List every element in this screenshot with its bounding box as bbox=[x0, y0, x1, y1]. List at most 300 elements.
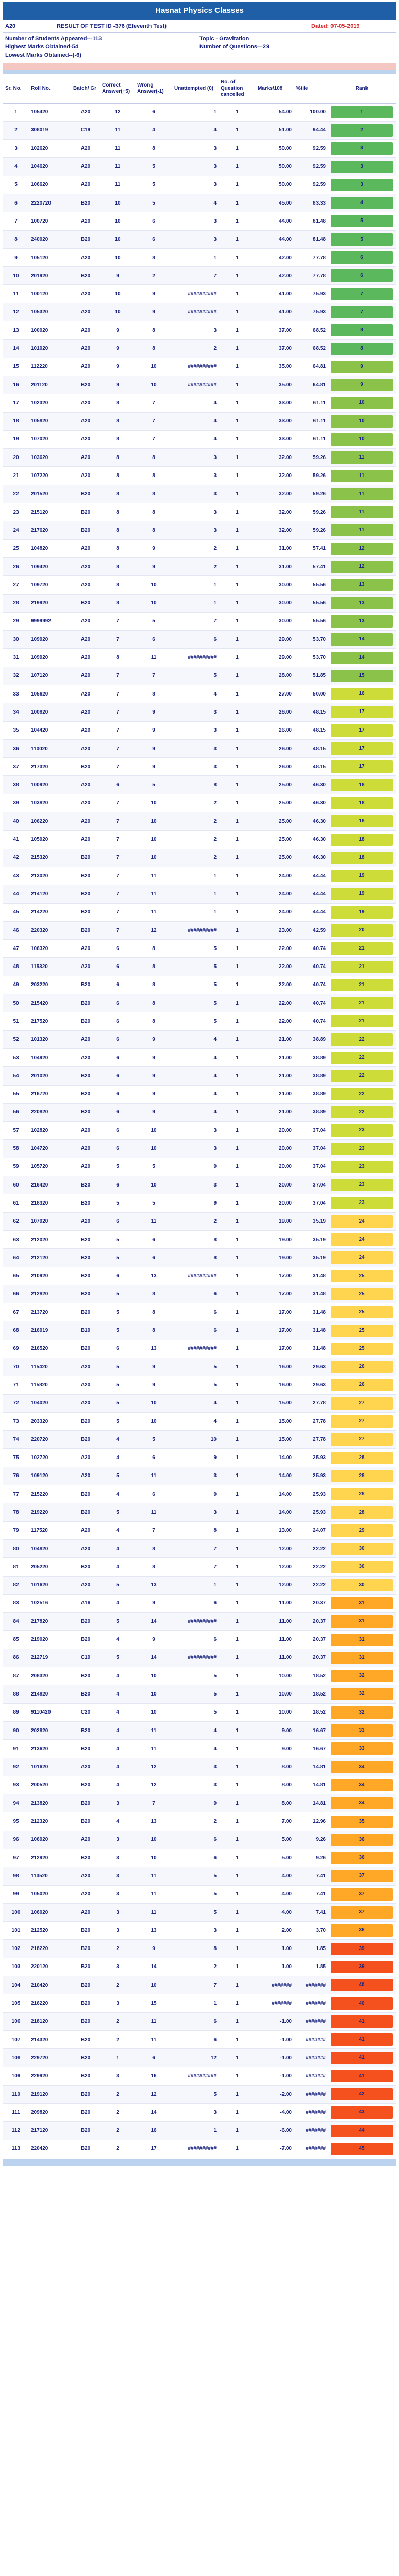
wrong-cell: 10 bbox=[135, 1176, 172, 1194]
percentile-cell: 51.85 bbox=[294, 667, 328, 685]
batch-cell: C19 bbox=[71, 121, 100, 139]
correct-cell: 5 bbox=[100, 1576, 135, 1594]
unattempted-cell: 3 bbox=[172, 321, 219, 340]
rank-cell bbox=[328, 1812, 396, 1831]
roll-no-cell: 105820 bbox=[29, 412, 71, 430]
table-row bbox=[3, 1431, 396, 1449]
correct-cell: 5 bbox=[100, 1158, 135, 1176]
correct-cell: 7 bbox=[100, 685, 135, 703]
marks-cell: 41.00 bbox=[256, 303, 294, 321]
unattempted-cell: 3 bbox=[172, 1176, 219, 1194]
cancelled-cell: 1 bbox=[219, 103, 256, 121]
wrong-cell: 6 bbox=[135, 2049, 172, 2067]
unattempted-cell: 2 bbox=[172, 831, 219, 849]
cancelled-cell: 1 bbox=[219, 121, 256, 139]
correct-cell: 6 bbox=[100, 994, 135, 1012]
unattempted-cell: 5 bbox=[172, 1376, 219, 1394]
percentile-cell: 35.19 bbox=[294, 1230, 328, 1248]
rank-badge: 22 bbox=[331, 1033, 393, 1046]
correct-cell: 2 bbox=[100, 2030, 135, 2048]
correct-cell: 5 bbox=[100, 1285, 135, 1303]
marks-cell: 22.00 bbox=[256, 1012, 294, 1030]
sr-no-cell: 81 bbox=[3, 1558, 29, 1576]
col-marks: Marks/108 bbox=[256, 74, 294, 103]
roll-no-cell: 105120 bbox=[29, 248, 71, 266]
rank-badge: 21 bbox=[331, 979, 393, 991]
table-row bbox=[3, 903, 396, 921]
cancelled-cell: 1 bbox=[219, 1467, 256, 1485]
percentile-cell: 37.04 bbox=[294, 1176, 328, 1194]
marks-cell: 9.00 bbox=[256, 1740, 294, 1758]
cancelled-cell: 1 bbox=[219, 903, 256, 921]
rank-cell bbox=[328, 1412, 396, 1430]
percentile-cell: 59.26 bbox=[294, 449, 328, 467]
marks-cell: 44.00 bbox=[256, 230, 294, 248]
rank-badge: 45 bbox=[331, 2143, 393, 2155]
rank-cell bbox=[328, 467, 396, 485]
table-row bbox=[3, 248, 396, 266]
batch-cell: A20 bbox=[71, 430, 100, 448]
table-row bbox=[3, 176, 396, 194]
marks-cell: 20.00 bbox=[256, 1140, 294, 1158]
sr-no-cell: 85 bbox=[3, 1631, 29, 1649]
wrong-cell: 8 bbox=[135, 248, 172, 266]
marks-cell: 11.00 bbox=[256, 1594, 294, 1612]
rank-cell bbox=[328, 2012, 396, 2030]
marks-cell: 32.00 bbox=[256, 449, 294, 467]
wrong-cell: 5 bbox=[135, 158, 172, 176]
rank-badge: 31 bbox=[331, 1597, 393, 1609]
wrong-cell: 9 bbox=[135, 303, 172, 321]
wrong-cell: 10 bbox=[135, 1394, 172, 1412]
roll-no-cell: 115820 bbox=[29, 1376, 71, 1394]
correct-cell: 11 bbox=[100, 121, 135, 139]
marks-cell: 50.00 bbox=[256, 140, 294, 158]
roll-no-cell: 212920 bbox=[29, 1849, 71, 1867]
marks-cell: 2.00 bbox=[256, 1922, 294, 1940]
wrong-cell: 12 bbox=[135, 1776, 172, 1794]
rank-cell bbox=[328, 1758, 396, 1776]
rank-cell bbox=[328, 1703, 396, 1721]
marks-cell: 19.00 bbox=[256, 1249, 294, 1267]
wrong-cell: 12 bbox=[135, 2085, 172, 2103]
cancelled-cell: 1 bbox=[219, 594, 256, 612]
percentile-cell: 44.44 bbox=[294, 867, 328, 885]
marks-cell: 26.00 bbox=[256, 758, 294, 776]
batch-cell: B20 bbox=[71, 2140, 100, 2158]
table-row bbox=[3, 1631, 396, 1649]
correct-cell: 7 bbox=[100, 849, 135, 867]
marks-cell: 15.00 bbox=[256, 1431, 294, 1449]
rank-badge: 1 bbox=[331, 106, 393, 118]
cancelled-cell: 1 bbox=[219, 1539, 256, 1557]
wrong-cell: 10 bbox=[135, 1976, 172, 1994]
rank-badge: 7 bbox=[331, 306, 393, 318]
wrong-cell: 10 bbox=[135, 849, 172, 867]
marks-cell: 37.00 bbox=[256, 340, 294, 358]
cancelled-cell: 1 bbox=[219, 1685, 256, 1703]
rank-badge: 10 bbox=[331, 433, 393, 446]
rank-badge: 2 bbox=[331, 124, 393, 137]
sr-no-cell: 47 bbox=[3, 940, 29, 958]
table-row bbox=[3, 1103, 396, 1121]
wrong-cell: 7 bbox=[135, 394, 172, 412]
percentile-cell: 24.07 bbox=[294, 1521, 328, 1539]
sr-no-cell: 19 bbox=[3, 430, 29, 448]
sr-no-cell: 15 bbox=[3, 358, 29, 376]
marks-cell: 42.00 bbox=[256, 248, 294, 266]
roll-no-cell: 217120 bbox=[29, 2122, 71, 2140]
roll-no-cell: 102620 bbox=[29, 140, 71, 158]
unattempted-cell: 3 bbox=[172, 1122, 219, 1140]
percentile-cell: 7.41 bbox=[294, 1867, 328, 1885]
percentile-cell: 3.70 bbox=[294, 1922, 328, 1940]
rank-cell bbox=[328, 1212, 396, 1230]
roll-no-cell: 100020 bbox=[29, 321, 71, 340]
rank-badge: 13 bbox=[331, 615, 393, 628]
cancelled-cell: 1 bbox=[219, 576, 256, 594]
batch-cell: A20 bbox=[71, 1394, 100, 1412]
sr-no-cell: 96 bbox=[3, 1831, 29, 1849]
unattempted-cell: 4 bbox=[172, 685, 219, 703]
wrong-cell: 12 bbox=[135, 1758, 172, 1776]
batch-cell: B20 bbox=[71, 2122, 100, 2140]
percentile-cell: 94.44 bbox=[294, 121, 328, 139]
percentile-cell: 48.15 bbox=[294, 758, 328, 776]
table-row bbox=[3, 649, 396, 667]
rank-badge: 9 bbox=[331, 379, 393, 391]
unattempted-cell: 4 bbox=[172, 394, 219, 412]
roll-no-cell: 101620 bbox=[29, 1758, 71, 1776]
cancelled-cell: 1 bbox=[219, 976, 256, 994]
rank-cell bbox=[328, 2085, 396, 2103]
unattempted-cell: 4 bbox=[172, 1103, 219, 1121]
wrong-cell: 9 bbox=[135, 1067, 172, 1085]
roll-no-cell: 2220720 bbox=[29, 194, 71, 212]
cancelled-cell: 1 bbox=[219, 1212, 256, 1230]
batch-cell: B20 bbox=[71, 758, 100, 776]
marks-cell: 4.00 bbox=[256, 1885, 294, 1903]
col-roll-no: Roll No. bbox=[29, 74, 71, 103]
cancelled-cell: 1 bbox=[219, 1303, 256, 1321]
correct-cell: 7 bbox=[100, 921, 135, 939]
batch-cell: A20 bbox=[71, 467, 100, 485]
table-row bbox=[3, 285, 396, 303]
cancelled-cell: 1 bbox=[219, 649, 256, 667]
table-row bbox=[3, 1503, 396, 1521]
batch-cell: B20 bbox=[71, 521, 100, 539]
unattempted-cell: 2 bbox=[172, 1812, 219, 1831]
roll-no-cell: 117520 bbox=[29, 1521, 71, 1539]
cancelled-cell: 1 bbox=[219, 1758, 256, 1776]
wrong-cell: 11 bbox=[135, 2012, 172, 2030]
roll-no-cell: 214220 bbox=[29, 903, 71, 921]
wrong-cell: 9 bbox=[135, 721, 172, 739]
sr-no-cell: 12 bbox=[3, 303, 29, 321]
percentile-cell: ####### bbox=[294, 2122, 328, 2140]
col-batch: Batch/ Gr bbox=[71, 74, 100, 103]
results-body bbox=[3, 103, 396, 2158]
rank-cell bbox=[328, 1576, 396, 1594]
rank-badge: 14 bbox=[331, 652, 393, 664]
sr-no-cell: 65 bbox=[3, 1267, 29, 1285]
correct-cell: 5 bbox=[100, 1249, 135, 1267]
table-row bbox=[3, 1831, 396, 1849]
sr-no-cell: 11 bbox=[3, 285, 29, 303]
unattempted-cell: 4 bbox=[172, 194, 219, 212]
roll-no-cell: 215320 bbox=[29, 849, 71, 867]
percentile-cell: 48.15 bbox=[294, 703, 328, 721]
sr-no-cell: 5 bbox=[3, 176, 29, 194]
batch-cell: A20 bbox=[71, 212, 100, 230]
cancelled-cell: 1 bbox=[219, 1067, 256, 1085]
cancelled-cell: 1 bbox=[219, 1140, 256, 1158]
cancelled-cell: 1 bbox=[219, 1776, 256, 1794]
sr-no-cell: 102 bbox=[3, 1940, 29, 1958]
roll-no-cell: 218220 bbox=[29, 1940, 71, 1958]
correct-cell: 5 bbox=[100, 1321, 135, 1340]
rank-badge: 31 bbox=[331, 1652, 393, 1664]
batch-cell: B20 bbox=[71, 1176, 100, 1194]
table-row bbox=[3, 976, 396, 994]
marks-cell: 20.00 bbox=[256, 1176, 294, 1194]
cancelled-cell: 1 bbox=[219, 539, 256, 557]
sr-no-cell: 16 bbox=[3, 376, 29, 394]
wrong-cell: 11 bbox=[135, 1721, 172, 1739]
sr-no-cell: 20 bbox=[3, 449, 29, 467]
rank-badge: 41 bbox=[331, 2052, 393, 2064]
correct-cell: 5 bbox=[100, 1503, 135, 1521]
wrong-cell: 9 bbox=[135, 1103, 172, 1121]
sr-no-cell: 67 bbox=[3, 1303, 29, 1321]
sr-no-cell: 77 bbox=[3, 1485, 29, 1503]
rank-cell bbox=[328, 394, 396, 412]
wrong-cell: 10 bbox=[135, 1140, 172, 1158]
marks-cell: 21.00 bbox=[256, 1103, 294, 1121]
marks-cell: 5.00 bbox=[256, 1831, 294, 1849]
marks-cell: 14.00 bbox=[256, 1503, 294, 1521]
rank-badge: 37 bbox=[331, 1870, 393, 1882]
cancelled-cell: 1 bbox=[219, 1594, 256, 1612]
wrong-cell: 9 bbox=[135, 539, 172, 557]
table-row bbox=[3, 1321, 396, 1340]
roll-no-cell: 101020 bbox=[29, 340, 71, 358]
unattempted-cell: 3 bbox=[172, 467, 219, 485]
marks-cell: ####### bbox=[256, 1994, 294, 2012]
batch-cell: B20 bbox=[71, 594, 100, 612]
percentile-cell: 38.89 bbox=[294, 1048, 328, 1066]
test-title: RESULT OF TEST ID -376 (Eleventh Test) bbox=[57, 23, 167, 29]
roll-no-cell: 107220 bbox=[29, 467, 71, 485]
rank-cell bbox=[328, 1721, 396, 1739]
roll-no-cell: 216220 bbox=[29, 1994, 71, 2012]
batch-cell: B20 bbox=[71, 1940, 100, 1958]
correct-cell: 4 bbox=[100, 1449, 135, 1467]
sr-no-cell: 6 bbox=[3, 194, 29, 212]
sr-no-cell: 35 bbox=[3, 721, 29, 739]
rank-badge: 27 bbox=[331, 1433, 393, 1446]
batch-cell: B20 bbox=[71, 1431, 100, 1449]
percentile-cell: 31.48 bbox=[294, 1321, 328, 1340]
table-row bbox=[3, 594, 396, 612]
sr-no-cell: 54 bbox=[3, 1067, 29, 1085]
unattempted-cell: 5 bbox=[172, 1703, 219, 1721]
sr-no-cell: 64 bbox=[3, 1249, 29, 1267]
percentile-cell: 7.41 bbox=[294, 1903, 328, 1921]
marks-cell: 1.00 bbox=[256, 1958, 294, 1976]
marks-cell: 14.00 bbox=[256, 1485, 294, 1503]
table-row bbox=[3, 1376, 396, 1394]
cancelled-cell: 1 bbox=[219, 2104, 256, 2122]
sr-no-cell: 79 bbox=[3, 1521, 29, 1539]
table-row bbox=[3, 994, 396, 1012]
batch-cell: B20 bbox=[71, 1503, 100, 1521]
percentile-cell: 22.22 bbox=[294, 1539, 328, 1557]
wrong-cell: 11 bbox=[135, 649, 172, 667]
percentile-cell: 53.70 bbox=[294, 631, 328, 649]
cancelled-cell: 1 bbox=[219, 1994, 256, 2012]
batch-cell: B20 bbox=[71, 994, 100, 1012]
unattempted-cell: 1 bbox=[172, 885, 219, 903]
cancelled-cell: 1 bbox=[219, 867, 256, 885]
roll-no-cell: 105020 bbox=[29, 1885, 71, 1903]
percentile-cell: 92.59 bbox=[294, 140, 328, 158]
rank-badge: 22 bbox=[331, 1070, 393, 1082]
correct-cell: 9 bbox=[100, 376, 135, 394]
percentile-cell: 40.74 bbox=[294, 976, 328, 994]
cancelled-cell: 1 bbox=[219, 1230, 256, 1248]
unattempted-cell: 7 bbox=[172, 1539, 219, 1557]
percentile-cell: ####### bbox=[294, 2140, 328, 2158]
wrong-cell: 2 bbox=[135, 267, 172, 285]
batch-cell: B20 bbox=[71, 867, 100, 885]
rank-cell bbox=[328, 2049, 396, 2067]
wrong-cell: 7 bbox=[135, 1521, 172, 1539]
sr-no-cell: 1 bbox=[3, 103, 29, 121]
correct-cell: 5 bbox=[100, 1358, 135, 1376]
batch-cell: B20 bbox=[71, 1667, 100, 1685]
sr-no-cell: 74 bbox=[3, 1431, 29, 1449]
rank-cell bbox=[328, 612, 396, 630]
roll-no-cell: 101620 bbox=[29, 1576, 71, 1594]
percentile-cell: 92.59 bbox=[294, 176, 328, 194]
rank-cell bbox=[328, 940, 396, 958]
correct-cell: 10 bbox=[100, 194, 135, 212]
sr-no-cell: 97 bbox=[3, 1849, 29, 1867]
cancelled-cell: 1 bbox=[219, 1867, 256, 1885]
unattempted-cell: 3 bbox=[172, 212, 219, 230]
cancelled-cell: 1 bbox=[219, 1503, 256, 1521]
percentile-cell: 31.48 bbox=[294, 1285, 328, 1303]
percentile-cell: 59.26 bbox=[294, 467, 328, 485]
unattempted-cell: 5 bbox=[172, 958, 219, 976]
table-header-row bbox=[3, 74, 396, 103]
batch-cell: A20 bbox=[71, 1376, 100, 1394]
batch-cell: A20 bbox=[71, 1576, 100, 1594]
correct-cell: 9 bbox=[100, 340, 135, 358]
marks-cell: 31.00 bbox=[256, 557, 294, 575]
cancelled-cell: 1 bbox=[219, 212, 256, 230]
rank-badge: 3 bbox=[331, 179, 393, 191]
rank-badge: 33 bbox=[331, 1742, 393, 1755]
marks-cell: 24.00 bbox=[256, 903, 294, 921]
rank-cell bbox=[328, 776, 396, 794]
batch-cell: B20 bbox=[71, 1631, 100, 1649]
table-row bbox=[3, 1485, 396, 1503]
wrong-cell: 5 bbox=[135, 194, 172, 212]
marks-cell: 27.00 bbox=[256, 685, 294, 703]
table-row bbox=[3, 940, 396, 958]
table-row bbox=[3, 1667, 396, 1685]
sr-no-cell: 94 bbox=[3, 1794, 29, 1812]
marks-cell: 12.00 bbox=[256, 1576, 294, 1594]
unattempted-cell: 2 bbox=[172, 539, 219, 557]
marks-cell: 31.00 bbox=[256, 539, 294, 557]
batch-cell: A20 bbox=[71, 539, 100, 557]
wrong-cell: 8 bbox=[135, 940, 172, 958]
rank-badge: 32 bbox=[331, 1706, 393, 1719]
rank-badge: 21 bbox=[331, 1015, 393, 1027]
batch-cell: A20 bbox=[71, 303, 100, 321]
table-row bbox=[3, 1958, 396, 1976]
topic: Topic - Gravitation bbox=[200, 36, 250, 42]
unattempted-cell: 4 bbox=[172, 1721, 219, 1739]
table-row bbox=[3, 121, 396, 139]
roll-no-cell: 213020 bbox=[29, 867, 71, 885]
unattempted-cell: 1 bbox=[172, 103, 219, 121]
marks-cell: 44.00 bbox=[256, 212, 294, 230]
percentile-cell: 35.19 bbox=[294, 1249, 328, 1267]
roll-no-cell: 110020 bbox=[29, 739, 71, 757]
correct-cell: 10 bbox=[100, 230, 135, 248]
marks-cell: 30.00 bbox=[256, 594, 294, 612]
col-unattempted: Unattempted (0) bbox=[172, 74, 219, 103]
rank-cell bbox=[328, 849, 396, 867]
rank-cell bbox=[328, 340, 396, 358]
cancelled-cell: 1 bbox=[219, 1321, 256, 1340]
wrong-cell: 16 bbox=[135, 2122, 172, 2140]
rank-badge: 25 bbox=[331, 1343, 393, 1355]
rank-cell bbox=[328, 758, 396, 776]
batch-cell: A20 bbox=[71, 1048, 100, 1066]
batch-cell: A20 bbox=[71, 721, 100, 739]
rank-cell bbox=[328, 267, 396, 285]
cancelled-cell: 1 bbox=[219, 485, 256, 503]
marks-cell: 21.00 bbox=[256, 1048, 294, 1066]
cancelled-cell: 1 bbox=[219, 776, 256, 794]
rank-badge: 29 bbox=[331, 1524, 393, 1537]
roll-no-cell: 212820 bbox=[29, 1285, 71, 1303]
wrong-cell: 7 bbox=[135, 412, 172, 430]
rank-badge: 39 bbox=[331, 1943, 393, 1955]
unattempted-cell: 3 bbox=[172, 2104, 219, 2122]
table-row bbox=[3, 1394, 396, 1412]
wrong-cell: 8 bbox=[135, 1303, 172, 1321]
cancelled-cell: 1 bbox=[219, 521, 256, 539]
marks-cell: -2.00 bbox=[256, 2085, 294, 2103]
percentile-cell: 48.15 bbox=[294, 739, 328, 757]
percentile-cell: 40.74 bbox=[294, 940, 328, 958]
table-row bbox=[3, 1467, 396, 1485]
sr-no-cell: 108 bbox=[3, 2049, 29, 2067]
percentile-cell: 92.59 bbox=[294, 158, 328, 176]
wrong-cell: 13 bbox=[135, 1922, 172, 1940]
percentile-cell: 25.93 bbox=[294, 1449, 328, 1467]
marks-cell: 17.00 bbox=[256, 1340, 294, 1358]
unattempted-cell: 3 bbox=[172, 1922, 219, 1940]
marks-cell: 54.00 bbox=[256, 103, 294, 121]
wrong-cell: 9 bbox=[135, 1358, 172, 1376]
